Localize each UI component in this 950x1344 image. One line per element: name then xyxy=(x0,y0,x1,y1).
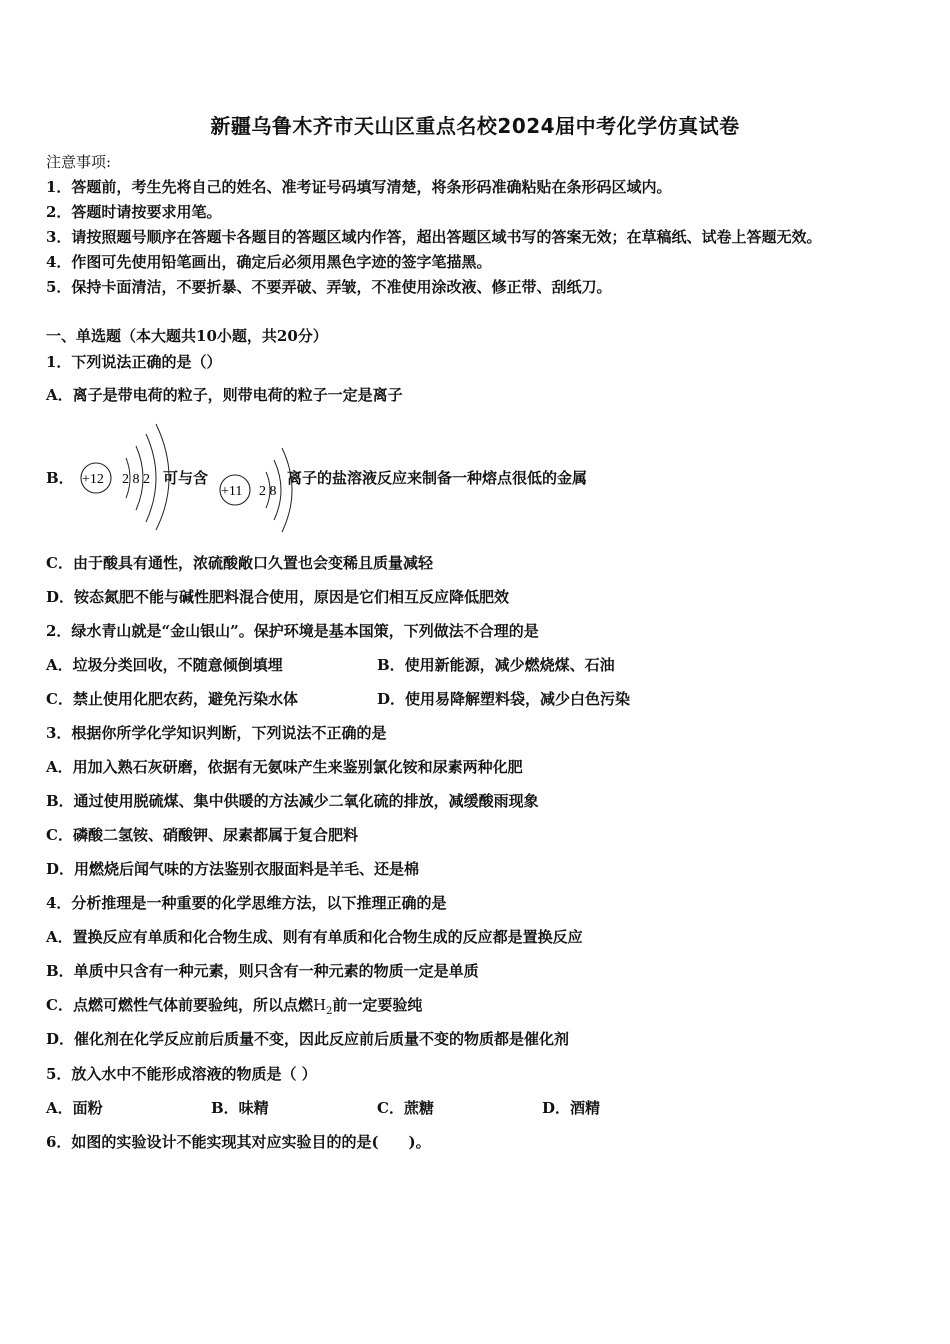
q3-option-c: C．磷酸二氢铵、硝酸钾、尿素都属于复合肥料 xyxy=(46,826,358,844)
section-heading: 一、单选题（本大题共10小题，共20分） xyxy=(46,327,328,345)
notice-item-1: 1．答题前，考生先将自己的姓名、准考证号码填写清楚，将条形码准确粘贴在条形码区域内。 xyxy=(46,178,672,196)
q2-option-c: C．禁止使用化肥农药，避免污染水体 xyxy=(46,690,298,708)
mg-nucleus-charge: +12 xyxy=(82,472,104,487)
q4-option-c-tail: 前一定要验纯 xyxy=(332,996,423,1014)
q3-option-a: A．用加入熟石灰研磨，依据有无氨味产生来鉴别氯化铵和尿素两种化肥 xyxy=(46,758,523,776)
q1-option-d: D．铵态氮肥不能与碱性肥料混合使用，原因是它们相互反应降低肥效 xyxy=(46,588,510,606)
q3-option-b: B．通过使用脱硫煤、集中供暖的方法减少二氧化硫的排放，减缓酸雨现象 xyxy=(46,792,539,810)
h2-formula-subscript: 2 xyxy=(326,1006,333,1017)
q3-stem: 3．根据你所学化学知识判断，下列说法不正确的是 xyxy=(46,724,387,742)
q4-option-d: D．催化剂在化学反应前后质量不变，因此反应前后质量不变的物质都是催化剂 xyxy=(46,1030,570,1048)
exam-title: 新疆乌鲁木齐市天山区重点名校2024届中考化学仿真试卷 xyxy=(210,114,740,138)
q4-stem: 4．分析推理是一种重要的化学思维方法，以下推理正确的是 xyxy=(46,894,447,912)
q5-option-d: D．酒精 xyxy=(542,1099,601,1117)
q2-option-b: B．使用新能源，减少燃烧煤、石油 xyxy=(377,656,615,674)
notice-item-2: 2．答题时请按要求用笔。 xyxy=(46,203,222,221)
q4-option-c-text: C．点燃可燃性气体前要验纯，所以点燃 xyxy=(46,996,313,1014)
notice-item-3: 3．请按照题号顺序在答题卡各题目的答题区域内作答，超出答题区域书写的答案无效；在草稿纸、试卷上答题无效。 xyxy=(46,228,822,246)
h2-formula-symbol: H xyxy=(312,996,327,1014)
q1-option-b xyxy=(46,418,906,536)
h2-formula xyxy=(312,996,333,1017)
notice-item-5: 5．保持卡面清洁，不要折暴、不要弄破、弄皱，不准使用涂改液、修正带、刮纸刀。 xyxy=(46,278,612,296)
notice-heading: 注意事项: xyxy=(46,153,112,171)
q5-option-b: B．味精 xyxy=(211,1099,269,1117)
q2-option-a: A．垃圾分类回收，不随意倾倒填埋 xyxy=(46,656,283,674)
na-electron-shells: 2 8 xyxy=(259,484,277,499)
q2-option-d: D．使用易降解塑料袋，减少白色污染 xyxy=(377,690,631,708)
notice-item-4: 4．作图可先使用铅笔画出，确定后必须用黑色字迹的签字笔描黑。 xyxy=(46,253,492,271)
na-ion-structure-diagram xyxy=(214,432,294,532)
q1-option-a: A．离子是带电荷的粒子，则带电荷的粒子一定是离子 xyxy=(46,386,403,404)
q4-option-a: A．置换反应有单质和化合物生成、则有有单质和化合物生成的反应都是置换反应 xyxy=(46,928,583,946)
q1-option-b-tail: 离子的盐溶液反应来制备一种熔点很低的金属 xyxy=(287,469,588,487)
q4-option-b: B．单质中只含有一种元素，则只含有一种元素的物质一定是单质 xyxy=(46,962,479,980)
q1-stem: 1．下列说法正确的是（） xyxy=(46,353,222,371)
mg-electron-shells: 2 8 2 xyxy=(122,472,150,487)
q1-option-c: C．由于酸具有通性，浓硫酸敞口久置也会变稀且质量减轻 xyxy=(46,554,433,572)
q5-option-c: C．蔗糖 xyxy=(377,1099,434,1117)
q5-option-a: A．面粉 xyxy=(46,1099,103,1117)
q1-option-b-label: B． xyxy=(46,469,74,487)
na-nucleus-charge: +11 xyxy=(221,484,243,499)
q5-stem: 5．放入水中不能形成溶液的物质是（ ） xyxy=(46,1065,317,1083)
q2-stem: 2．绿水青山就是“金山银山”。保护环境是基本国策，下列做法不合理的是 xyxy=(46,622,539,640)
q6-stem: 6．如图的实验设计不能实现其对应实验目的的是( )。 xyxy=(46,1133,431,1151)
q4-option-c xyxy=(46,995,422,1022)
q1-option-b-mid: 可与含 xyxy=(163,469,209,487)
q3-option-d: D．用燃烧后闻气味的方法鉴别衣服面料是羊毛、还是棉 xyxy=(46,860,420,878)
